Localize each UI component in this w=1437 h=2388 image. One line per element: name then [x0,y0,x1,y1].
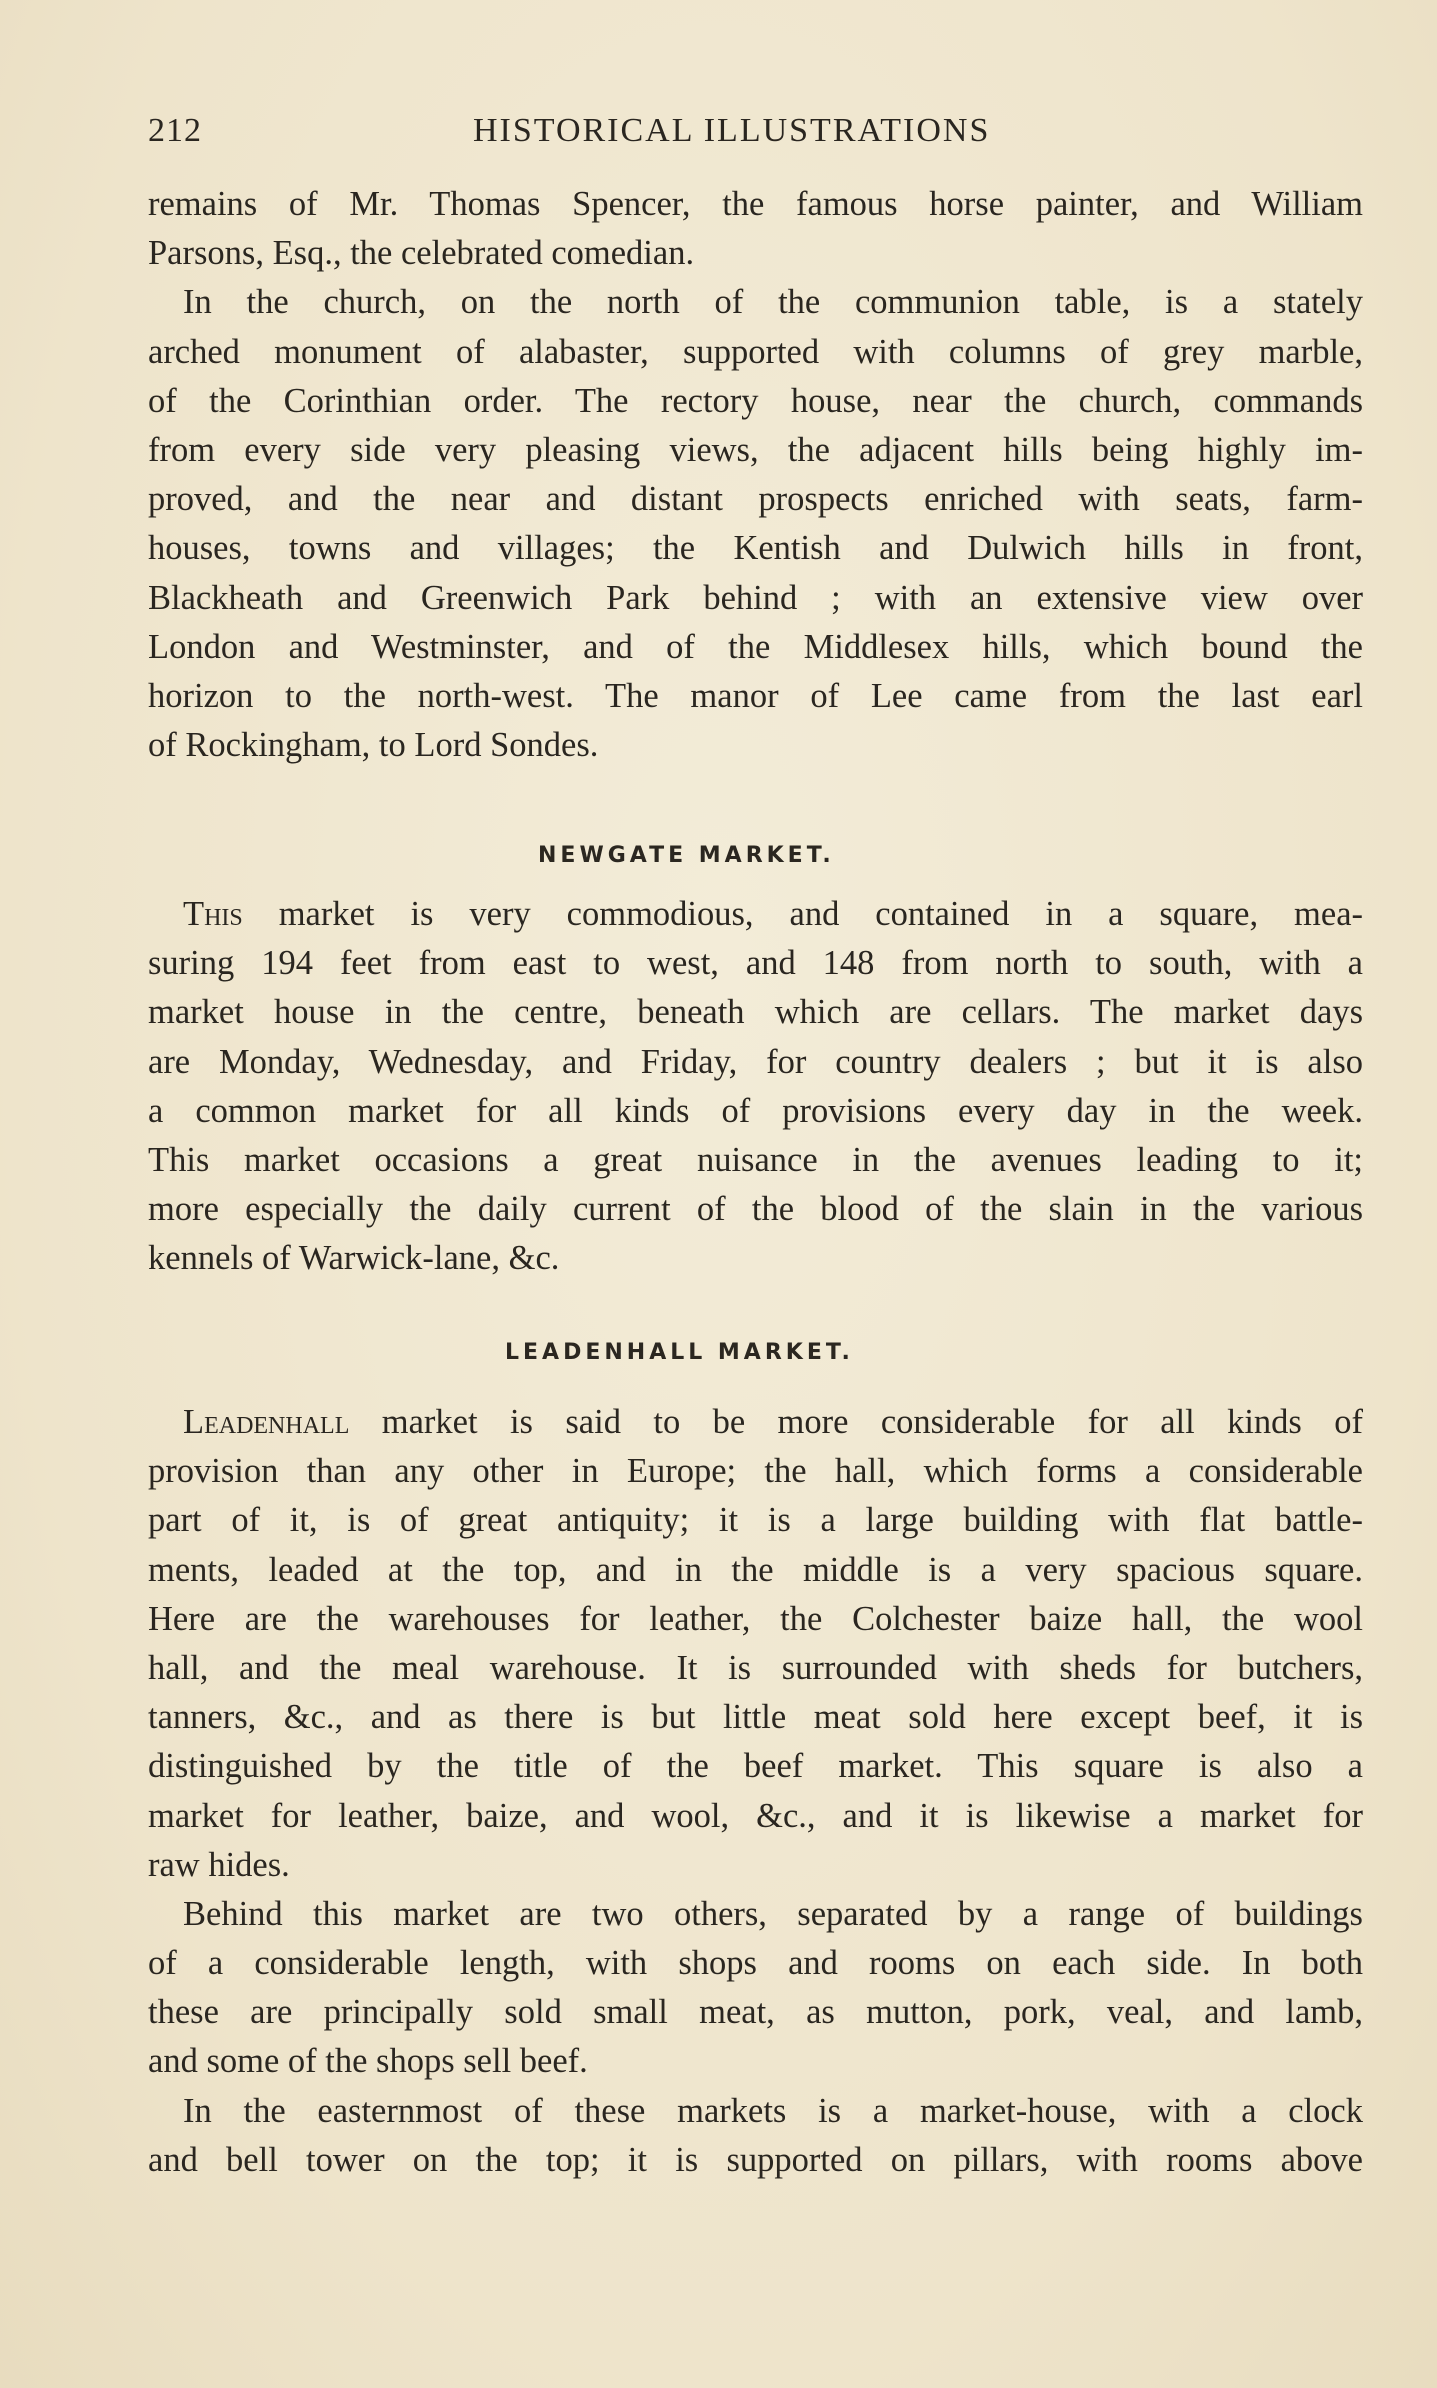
text-line: remains of Mr. Thomas Spencer, the famous horse painter, and William [148,185,1363,223]
text-line: In the easternmost of these markets is a market-house, with a clock [183,2091,1363,2130]
body-text-newgate [148,890,1363,1284]
text-line: a common market for all kinds of provisions every day in the week. [148,1091,1363,1130]
text-line: market house in the centre, beneath which are cellars. The market days [148,993,1363,1032]
text-line: hall, and the meal warehouse. It is surrounded with sheds for butchers, [148,1648,1363,1687]
text-line: kennels of Warwick-lane, &c. [148,1239,560,1278]
text-line: of a considerable length, with shops and rooms on each side. In both [148,1944,1363,1983]
text-line: these are principally sold small meat, as mutton, pork, veal, and lamb, [148,1993,1363,2032]
running-title: HISTORICAL ILLUSTRATIONS [473,112,991,149]
text-line: more especially the daily current of the blood of the slain in the various [148,1190,1363,1229]
text-line: tanners, &c., and as there is but little meat sold here except beef, it is [148,1698,1363,1737]
text-line: houses, towns and villages; the Kentish and Dulwich hills in front, [148,529,1363,568]
text-line: arched monument of alabaster, supported with columns of grey marble, [148,332,1363,371]
text-line: London and Westminster, and of the Middlesex hills, which bound the [148,627,1363,666]
body-text-lee [148,180,1363,770]
text-line: and bell tower on the top; it is supported on pillars, with rooms above [148,2140,1363,2179]
text-line: Here are the warehouses for leather, the Colchester baize hall, the wool [148,1599,1363,1638]
text-line: of the Corinthian order. The rectory house, near the church, commands [148,381,1363,420]
body-text-leadenhall [148,1398,1363,2185]
text-line: raw hides. [148,1845,290,1884]
text-line: from every side very pleasing views, the adjacent hills being highly im- [148,430,1363,469]
page-header [148,112,1358,162]
text-line: provision than any other in Europe; the hall, which forms a considerable [148,1452,1363,1491]
text-line: Blackheath and Greenwich Park behind ; with an extensive view over [148,578,1363,617]
text-line: proved, and the near and distant prospects enriched with seats, farm- [148,480,1363,519]
first-word: This [183,895,243,933]
text-run: market is very commodious, and contained in a square, mea- [242,895,1363,933]
text-line: suring 194 feet from east to west, and 148 from north to south, with a [148,944,1363,983]
text-line: horizon to the north-west. The manor of Lee came from the last earl [148,676,1363,715]
text-line: This market occasions a great nuisance in the avenues leading to it; [148,1140,1363,1179]
first-word: Leadenhall [183,1403,350,1441]
text-line: market for leather, baize, and wool, &c., and it is likewise a market for [148,1796,1363,1835]
text-line: and some of the shops sell beef. [148,2042,588,2081]
text-line: are Monday, Wednesday, and Friday, for country dealers ; but it is also [148,1042,1363,1081]
section-heading-newgate: NEWGATE MARKET. [538,843,835,868]
text-line: of Rockingham, to Lord Sondes. [148,726,599,765]
page-number: 212 [148,112,202,149]
text-line [148,1398,1363,1447]
text-line: Behind this market are two others, separated by a range of buildings [183,1894,1363,1933]
text-line: distinguished by the title of the beef market. This square is also a [148,1747,1363,1786]
text-run: market is said to be more considerable for all kinds of [349,1403,1363,1441]
text-line: Parsons, Esq., the celebrated comedian. [148,234,695,273]
text-line: ments, leaded at the top, and in the middle is a very spacious square. [148,1550,1363,1589]
text-line: part of it, is of great antiquity; it is a large building with flat battle- [148,1501,1363,1540]
text-line: In the church, on the north of the communion table, is a stately [183,283,1363,322]
section-heading-leadenhall: LEADENHALL MARKET. [505,1340,854,1365]
text-line [148,890,1363,939]
